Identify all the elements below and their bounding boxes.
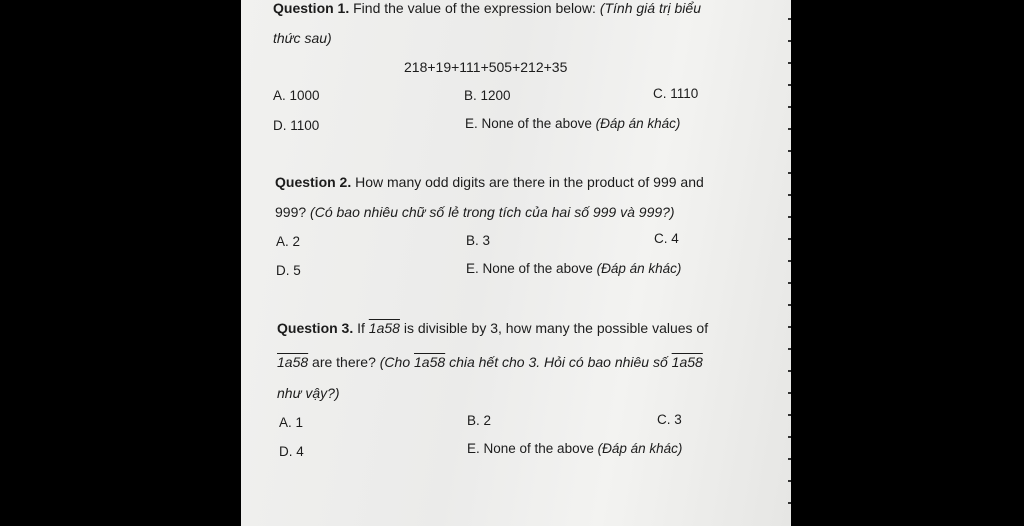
- question-3-label: Question 3.: [277, 320, 354, 336]
- question-3-line-1: [277, 320, 708, 336]
- edge-mark: [788, 84, 791, 86]
- question-2-text-en: How many odd digits are there in the product of 999 and: [355, 174, 704, 190]
- edge-mark: [788, 216, 791, 218]
- q2-option-b[interactable]: B. 3: [466, 233, 491, 248]
- edge-mark: [788, 106, 791, 108]
- edge-mark: [788, 436, 791, 438]
- q3-option-b[interactable]: B. 2: [467, 413, 492, 428]
- question-1-text-vi: (Tính giá trị biểu: [599, 0, 701, 16]
- edge-mark: [788, 18, 791, 20]
- edge-mark: [788, 326, 791, 328]
- question-3-text-en: is divisible by 3, how many the possible values of: [403, 320, 709, 336]
- question-2-line-1: [275, 174, 704, 190]
- question-3-line-3: như vậy?): [277, 385, 340, 401]
- q3-option-e-vi: (Đáp án khác): [597, 441, 683, 456]
- edge-mark: [788, 194, 791, 196]
- edge-mark: [788, 304, 791, 306]
- q1-option-e[interactable]: [465, 116, 680, 131]
- question-1-label: Question 1.: [273, 0, 350, 16]
- q1-option-c[interactable]: C. 1110: [653, 86, 699, 101]
- q1-option-d[interactable]: D. 1100: [273, 118, 320, 133]
- question-1-text-en: Find the value of the expression below:: [353, 0, 596, 16]
- question-1-line-1: [273, 0, 701, 16]
- edge-mark: [788, 128, 791, 130]
- question-3-if: If: [357, 320, 365, 336]
- question-3-number-4: 1a58: [671, 354, 703, 370]
- edge-mark: [788, 238, 791, 240]
- question-3-number-3: 1a58: [414, 354, 446, 370]
- question-2-text-vi: (Có bao nhiêu chữ số lẻ trong tích của hai số 999 và 999?): [310, 204, 675, 220]
- question-3-text-vi-b: chia hết cho 3. Hỏi có bao nhiêu số: [449, 354, 668, 370]
- edge-mark: [788, 458, 791, 460]
- question-3-number: 1a58: [368, 320, 400, 336]
- q2-option-d[interactable]: D. 5: [276, 263, 301, 278]
- q1-option-a[interactable]: A. 1000: [273, 88, 320, 103]
- q3-option-a[interactable]: A. 1: [279, 415, 304, 430]
- q3-option-c[interactable]: C. 3: [657, 412, 682, 427]
- edge-mark: [788, 260, 791, 262]
- edge-mark: [788, 150, 791, 152]
- question-1-line-2: thức sau): [273, 30, 332, 46]
- question-2-text-en-cont: 999?: [275, 204, 307, 220]
- edge-mark: [788, 414, 791, 416]
- q1-option-e-vi: (Đáp án khác): [595, 116, 681, 131]
- q3-option-e-en: E. None of the above: [467, 441, 594, 456]
- q2-option-a[interactable]: A. 2: [276, 234, 301, 249]
- edge-mark: [788, 392, 791, 394]
- edge-mark: [788, 480, 791, 482]
- worksheet-page: [241, 0, 791, 526]
- edge-mark: [788, 62, 791, 64]
- edge-mark: [788, 282, 791, 284]
- edge-mark: [788, 40, 791, 42]
- q1-option-e-en: E. None of the above: [465, 116, 592, 131]
- q3-option-d[interactable]: D. 4: [279, 444, 304, 459]
- q3-option-e[interactable]: [467, 441, 682, 456]
- edge-mark: [788, 348, 791, 350]
- question-1-expression: 218+19+111+505+212+35: [404, 59, 568, 75]
- question-2-label: Question 2.: [275, 174, 352, 190]
- q1-option-b[interactable]: B. 1200: [464, 88, 511, 103]
- question-3-text-en-cont: are there?: [312, 354, 376, 370]
- q2-option-e[interactable]: [466, 261, 681, 276]
- edge-mark: [788, 502, 791, 504]
- edge-mark: [788, 370, 791, 372]
- edge-mark: [788, 172, 791, 174]
- question-2-line-2: [275, 204, 675, 220]
- q2-option-e-vi: (Đáp án khác): [596, 261, 682, 276]
- question-3-line-2: [277, 354, 703, 370]
- q2-option-c[interactable]: C. 4: [654, 231, 679, 246]
- question-3-text-vi-a: (Cho: [379, 354, 411, 370]
- q2-option-e-en: E. None of the above: [466, 261, 593, 276]
- question-3-number-2: 1a58: [277, 354, 309, 370]
